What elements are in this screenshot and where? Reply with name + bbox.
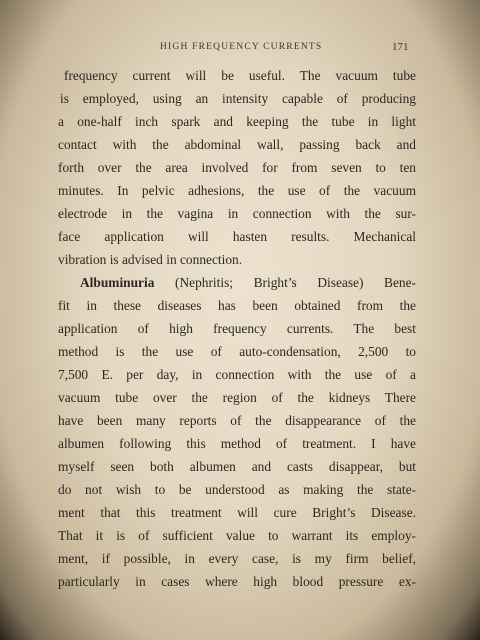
running-head: HIGH FREQUENCY CURRENTS [160, 42, 323, 52]
text-line: a one-half inch spark and keeping the tube in light [58, 114, 416, 129]
text-span: (Nephritis; Bright’s Disease) Bene- [154, 275, 416, 290]
paragraph-first-line [58, 271, 416, 294]
text-line: particularly in cases where high blood pressure ex- [58, 574, 416, 589]
page-header [0, 42, 480, 58]
text-line: have been many reports of the disappearance of the [58, 413, 416, 428]
text-line: do not wish to be understood as making the state- [58, 482, 416, 497]
text-line: ment that this treatment will cure Bright’s Disease. [58, 505, 416, 520]
text-line: method is the use of auto-condensation, 2,500 to [58, 344, 416, 359]
text-line: forth over the area involved for from seven to ten [58, 160, 416, 175]
text-line: electrode in the vagina in connection with the sur- [58, 206, 416, 221]
text-line: ment, if possible, in every case, is my firm belief, [58, 551, 416, 566]
text-line: fit in these diseases has been obtained from the [58, 298, 416, 313]
text-line: face application will hasten results. Mechanical [58, 229, 416, 244]
text-line: vacuum tube over the region of the kidneys There [58, 390, 416, 405]
body-text [58, 64, 416, 593]
text-line: is employed, using an intensity capable of producing [60, 91, 416, 106]
text-line: That it is of sufficient value to warrant its employ- [58, 528, 416, 543]
text-line: 7,500 E. per day, in connection with the use of a [58, 367, 416, 382]
page-number: 171 [392, 41, 409, 53]
text-line: vibration is advised in connection. [58, 252, 243, 267]
text-line: minutes. In pelvic adhesions, the use of the vacuum [58, 183, 416, 198]
text-line: frequency current will be useful. The vacuum tube [64, 68, 416, 83]
text-line: application of high frequency currents. The best [58, 321, 416, 336]
section-term: Albuminuria [80, 275, 155, 290]
text-line: myself seen both albumen and casts disappear, but [58, 459, 416, 474]
text-line: albumen following this method of treatment. I have [58, 436, 416, 451]
text-line: contact with the abdominal wall, passing back and [58, 137, 416, 152]
